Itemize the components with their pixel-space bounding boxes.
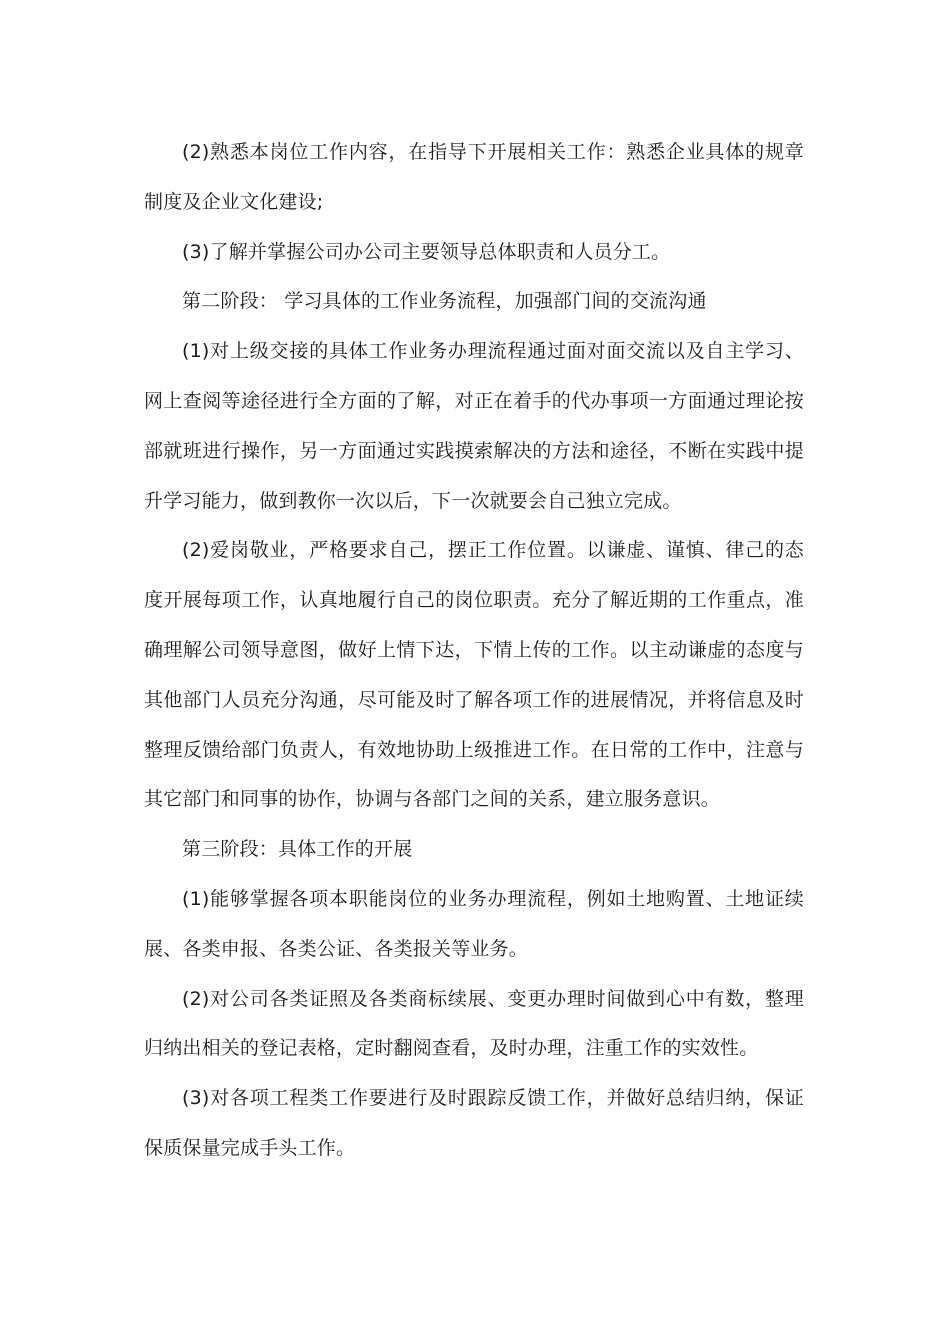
paragraph-stage-two-item-1: (1)对上级交接的具体工作业务办理流程通过面对面交流以及自主学习、网上查阅等途径进行全方面的了解，对正在着手的代办事项一方面通过理论按部就班进行操作，另一方面通过实践摸索解决的方法和途径，不断在实践中提升学习能力，做到教你一次以后，下一次就要会自己独立完成。 [144, 340, 804, 512]
paragraph-stage-two-item-2: (2)爱岗敬业，严格要求自己，摆正工作位置。以谦虚、谨慎、律己的态度开展每项工作，认真地履行自己的岗位职责。充分了解近期的工作重点，准确理解公司领导意图，做好上情下达，下情上传的工作。以主动谦虚的态度与其他部门人员充分沟通，尽可能及时了解各项工作的进展情况，并将信息及时整理反馈给部门负责人，有效地协助上级推进工作。在日常的工作中，注意与其它部门和同事的协作，协调与各部门之间的关系，建立服务意识。 [144, 539, 804, 811]
paragraph-stage-three-item-1: (1)能够掌握各项本职能岗位的业务办理流程，例如土地购置、土地证续展、各类申报、各类公证、各类报关等业务。 [144, 887, 804, 960]
paragraph-stage-three-item-2: (2)对公司各类证照及各类商标续展、变更办理时间做到心中有数，整理归纳出相关的登记表格，定时翻阅查看，及时办理，注重工作的实效性。 [144, 987, 804, 1060]
stage-two-heading: 第二阶段： 学习具体的工作业务流程，加强部门间的交流沟通 [182, 290, 707, 313]
document-body [144, 128, 804, 1174]
stage-three-heading: 第三阶段：具体工作的开展 [182, 838, 413, 861]
paragraph-task-3: (3)了解并掌握公司办公司主要领导总体职责和人员分工。 [182, 240, 671, 263]
paragraph-stage-three-item-3: (3)对各项工程类工作要进行及时跟踪反馈工作，并做好总结归纳，保证保质保量完成手头工作。 [144, 1087, 804, 1159]
paragraph-task-2: (2)熟悉本岗位工作内容，在指导下开展相关工作：熟悉企业具体的规章制度及企业文化建设; [144, 141, 804, 213]
